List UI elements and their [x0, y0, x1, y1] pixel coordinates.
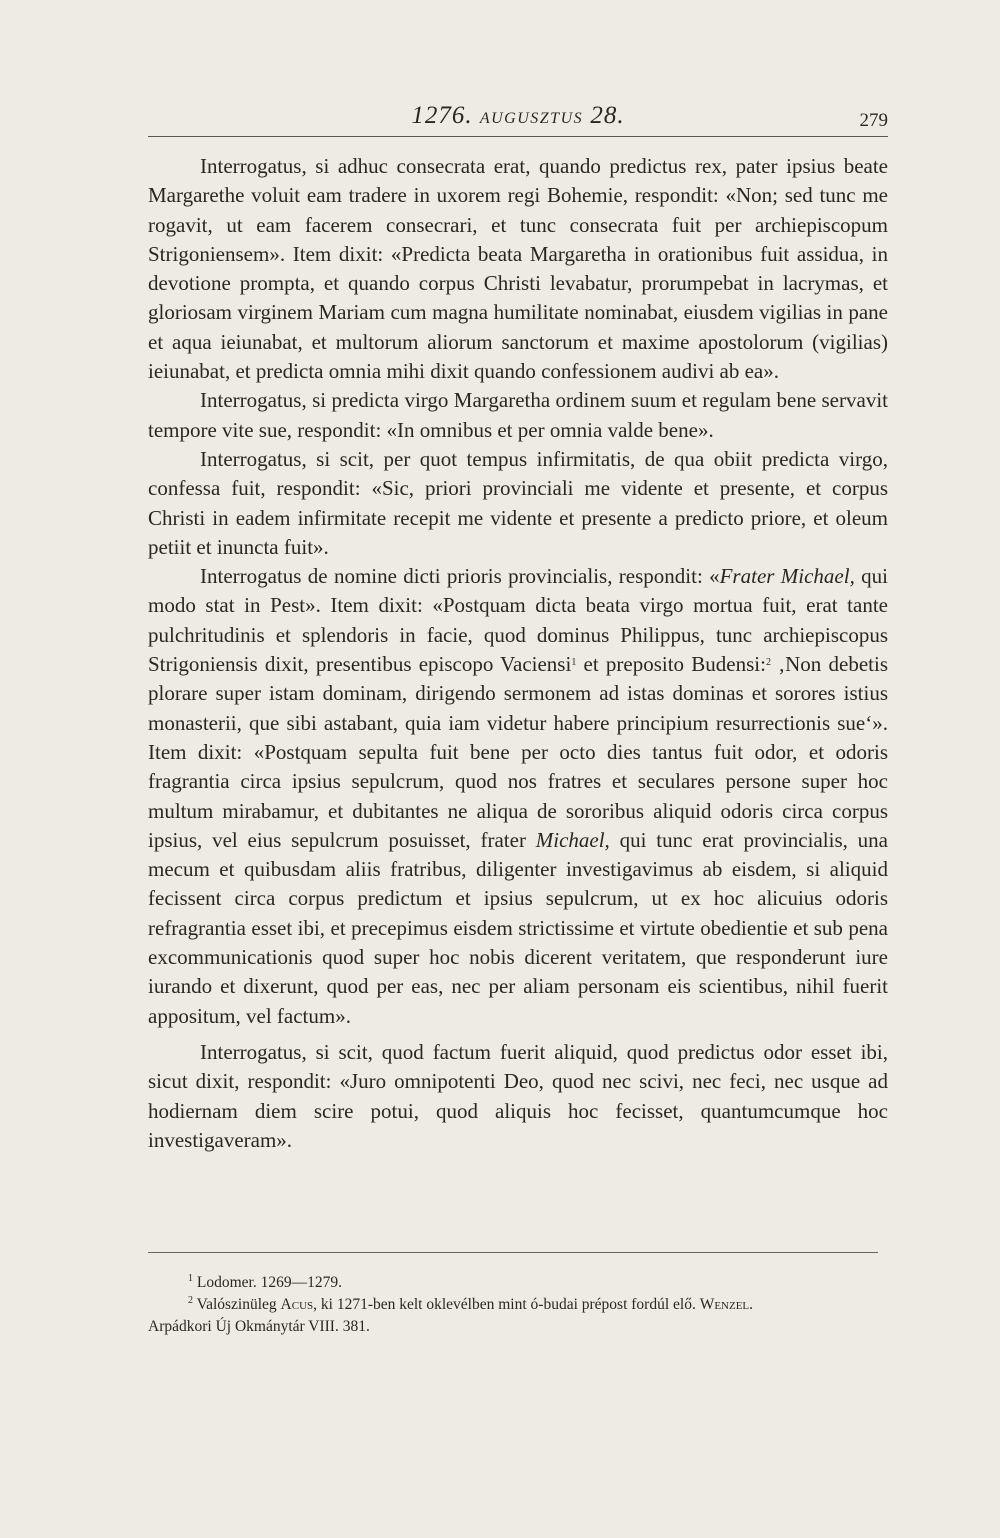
wenzel-name: Wenzel.: [699, 1296, 754, 1313]
paragraph-4: [148, 562, 888, 1031]
acus-name: Acus,: [280, 1296, 318, 1313]
footnote-2: [148, 1294, 888, 1316]
para4-text-a: Interrogatus de nomine dicti prioris provincialis, respondit: «: [200, 564, 720, 589]
footnote-1: [148, 1272, 888, 1294]
footnote-2-continuation: Arpádkori Új Okmánytár VIII. 381.: [148, 1318, 370, 1335]
para4-text-c: et preposito Budensi:: [576, 652, 766, 677]
footnote-2-text-b: ki 1271-ben kelt oklevélben mint ó-budai prépost fordúl elő.: [317, 1296, 700, 1313]
paragraph-3: Interrogatus, si scit, per quot tempus infirmitatis, de qua obiit predicta virgo, confessa fuit, respondit: «Sic, priori provinciali me vidente et presente, et corpus Christi in eadem infirmitate recepit me vidente et presente a predicto priore, et oleum petiit et inuncta fuit».: [148, 446, 888, 559]
main-text: [148, 152, 888, 1155]
paragraph-1: Interrogatus, si adhuc consecrata erat, quando predictus rex, pater ipsius beate Margarethe voluit eam tradere in uxorem regi Bohemie, respondit: «Non; sed tunc me rogavit, ut eam facerem consecrari, et tunc consecrata fuit per archiepiscopum Strigoniensem». Item dixit: «Predicta beata Margaretha in orationibus fuit assidua, in devotione prompta, et quando corpus Christi levabatur, prorumpebat in lacrymas, et gloriosam virginem Mariam cum magna humilitate nominabat, eiusdem vigilias in pane et aqua ieiunabat, et multorum aliorum sanctorum et maxime apostolorum (vigilias) ieiunabat, et predicta omnia mihi dixit quando confessionem audivi ab ea».: [148, 154, 888, 384]
footnote-1-text: Lodomer. 1269—1279.: [193, 1274, 342, 1291]
michael-name: Michael,: [535, 827, 610, 852]
para4-text-b: qui modo stat in Pest». Item dixit: «Postquam dicta beata virgo mortua fuit, erat tante pulchritudinis et splendoris in facie, quod dominus Philippus, tunc archiepiscopus Strigoniensis dixit, presentibus episcopo Vaciensi: [148, 564, 888, 677]
paragraph-gap: [148, 1031, 888, 1038]
footnotes: [148, 1272, 888, 1338]
footnote-ref-2: 2: [765, 657, 771, 669]
para4-text-e: qui tunc erat provincialis, una mecum et quibusdam aliis fratribus, diligenter investigavimus ab eisdem, si aliquid fecissent circa corpus predictum et ipsius sepulcrum, ut ex hoc alicuius odoris refragrantia esset ibi, et precepimus eisdem strictissime et virtute obedientie et sub pena excommunicationis quod super hoc nobis dicerent veritatem, que responderunt iure iurando et dixerunt, quod per eas, nec per aliam personam eis scientibus, nihil fuerit appositum, vel factum».: [148, 827, 888, 1028]
footnote-divider: [148, 1252, 878, 1253]
header-date: [148, 102, 888, 130]
footnote-ref-1: 1: [571, 657, 577, 669]
frater-michael-name: Frater Michael,: [719, 564, 855, 589]
para4-text-d: ‚Non debetis plorare super istam dominam, dirigendo sermonem ad istas dominas et sorores istius monasterii, que sibi astabant, quia iam videtur habere principium resurrectionis sue‘». Item dixit: «Postquam sepulta fuit bene per octo dies tantus fuit odor, et odoris fragrantia circa ipsius sepulcrum, quod nos fratres et seculares persone super hoc multum mirabamur, et dubitantes ne aliqua de sororibus aliquid odoris circa corpus ipsius, vel eius sepulcrum posuisset, frater: [148, 652, 888, 852]
footnote-2-text-a: Valószinüleg: [193, 1296, 281, 1313]
running-header: [148, 100, 888, 137]
header-year: 1276.: [411, 102, 473, 129]
paragraph-5: Interrogatus, si scit, quod factum fuerit aliquid, quod predictus odor esset ibi, sicut dixit, respondit: «Juro omnipotenti Deo, quod nec scivi, nec feci, nec usque ad hodiernam diem scire potui, quod aliquis hoc fecisset, quantumcumque hoc investigaveram».: [148, 1039, 888, 1152]
footnote-2-mark: 2: [188, 1295, 193, 1306]
footnote-1-mark: 1: [188, 1273, 193, 1284]
header-day: 28.: [590, 102, 625, 129]
page-number: 279: [859, 110, 888, 131]
paragraph-2: Interrogatus, si predicta virgo Margaretha ordinem suum et regulam bene servavit tempore vite sue, respondit: «In omnibus et per omnia valde bene».: [148, 388, 888, 442]
header-month: AUGUSZTUS: [479, 110, 584, 127]
